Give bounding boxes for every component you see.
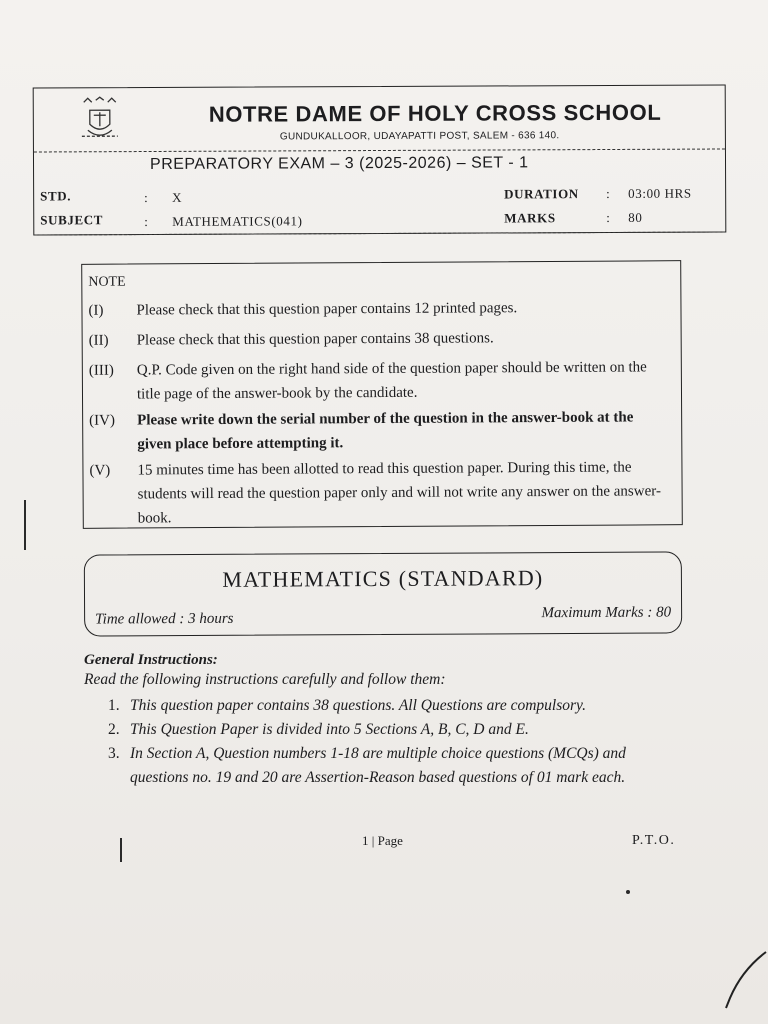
- note-item-text: Please check that this question paper contains 38 questions.: [136, 330, 494, 349]
- marks-row: [504, 210, 555, 226]
- marks-label: MARKS: [504, 210, 556, 226]
- note-box: [81, 260, 683, 529]
- header-divider-bottom: [34, 231, 725, 235]
- general-instructions-heading: General Instructions:: [84, 652, 218, 668]
- subject-label: SUBJECT: [40, 212, 104, 228]
- general-instructions-list: [108, 694, 688, 790]
- note-item-number: (I): [88, 302, 104, 319]
- page-curl-mark: [722, 950, 768, 1010]
- page-number: 1 | Page: [362, 833, 403, 848]
- note-item-text: 15 minutes time has been allotted to read this question paper. During this time, the students will read the question paper only and will not write any answer on the answer-book.: [137, 459, 661, 527]
- school-address: GUNDUKALLOOR, UDAYAPATTI POST, SALEM - 636 140.: [279, 130, 560, 143]
- note-item-text: Please check that this question paper contains 12 printed pages.: [136, 300, 518, 319]
- instruction-number: 3.: [108, 745, 120, 762]
- instruction-item: [108, 718, 688, 742]
- std-separator: :: [144, 190, 149, 206]
- exam-title: PREPARATORY EXAM – 3 (2025-2026) – SET - 1: [149, 154, 529, 174]
- maximum-marks: Maximum Marks : 80: [541, 604, 672, 622]
- note-item-number: (IV): [89, 412, 116, 429]
- note-title: NOTE: [88, 274, 126, 290]
- subject-banner: [84, 551, 682, 636]
- instruction-number: 2.: [108, 721, 120, 738]
- note-item: [89, 455, 671, 531]
- note-item: [89, 405, 671, 457]
- duration-label: DURATION: [504, 186, 579, 202]
- subject-title: MATHEMATICS (STANDARD): [222, 565, 544, 592]
- instruction-item: [108, 694, 688, 718]
- note-item-number: (II): [88, 332, 109, 349]
- subject-value: MATHEMATICS(041): [172, 213, 303, 229]
- note-item: [88, 295, 670, 323]
- please-turn-over: P.T.O.: [632, 833, 676, 848]
- header-divider-top: [34, 148, 725, 152]
- general-instructions-intro: Read the following instructions carefully and follow them:: [84, 671, 446, 688]
- std-label: STD.: [40, 188, 72, 204]
- school-crest-icon: [78, 96, 122, 142]
- marks-value: 80: [628, 209, 643, 225]
- duration-separator: :: [606, 185, 611, 202]
- instruction-text: This question paper contains 38 questions. All Questions are compulsory.: [130, 697, 586, 714]
- duration-value: 03:00 HRS: [628, 185, 692, 201]
- scan-mark: [120, 838, 122, 862]
- instruction-number: 1.: [108, 697, 120, 714]
- std-value: X: [172, 189, 183, 205]
- note-item-text: Please write down the serial number of the question in the answer-book at the given place before attempting it.: [137, 409, 634, 453]
- note-item-text: Q.P. Code given on the right hand side of the question paper should be written on the title page of the answer-book by the candidate.: [136, 359, 647, 403]
- school-name: NOTRE DAME OF HOLY CROSS SCHOOL: [208, 99, 662, 127]
- time-allowed: Time allowed : 3 hours: [95, 610, 234, 628]
- note-item: [89, 355, 671, 407]
- subject-separator: :: [144, 214, 149, 230]
- instruction-item: [108, 742, 688, 790]
- instruction-text: This Question Paper is divided into 5 Sections A, B, C, D and E.: [130, 721, 529, 738]
- scan-mark: [24, 500, 26, 550]
- marks-separator: :: [606, 209, 611, 226]
- std-row: [40, 188, 71, 204]
- instruction-text: In Section A, Question numbers 1-18 are multiple choice questions (MCQs) and questions no. 19 and 20 are Assertion-Reason based questions of 01 mark each.: [130, 745, 626, 786]
- note-item: [89, 325, 671, 353]
- note-item-number: (III): [88, 362, 114, 379]
- subject-row: [40, 212, 103, 228]
- header-box: [33, 84, 727, 235]
- note-item-number: (V): [89, 462, 111, 479]
- duration-row: [504, 186, 579, 202]
- scan-mark: [626, 890, 630, 894]
